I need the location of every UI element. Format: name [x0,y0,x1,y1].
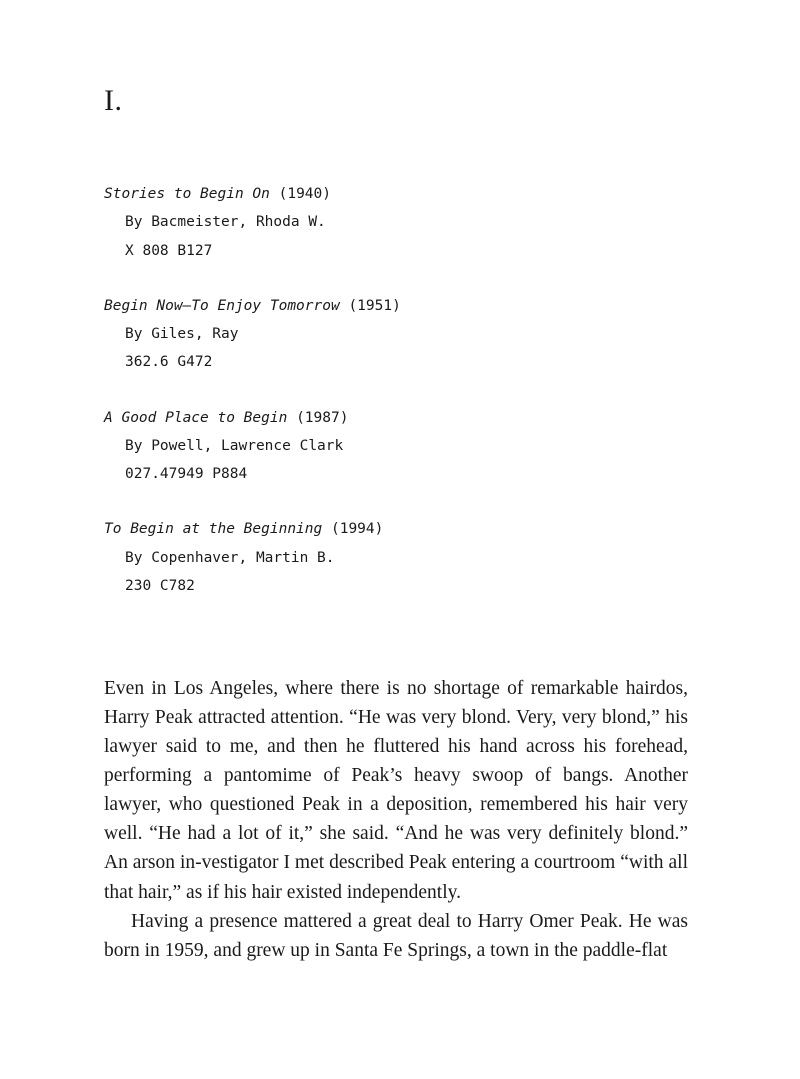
catalog-entry-title: A Good Place to Begin [104,409,288,426]
catalog-list [104,180,688,600]
catalog-entry-call-number: 230 C782 [125,577,195,594]
catalog-entry-title: Stories to Begin On [104,186,270,202]
catalog-entry [104,404,688,489]
chapter-number: I. [104,84,123,117]
catalog-entry-author: By Giles, Ray [125,326,239,343]
page-content [104,86,688,965]
catalog-entry-year: (1987) [296,409,349,426]
catalog-entry-title-line [104,180,688,208]
catalog-entry-title: To Begin at the Beginning [104,521,323,538]
catalog-entry-call-number: 362.6 G472 [125,354,213,371]
catalog-entry-title-line [104,292,688,320]
body-text [104,674,688,964]
catalog-entry-year: (1940) [278,186,331,202]
catalog-entry-call-number: 027.47949 P884 [125,466,248,483]
catalog-entry-year: (1951) [348,297,401,314]
catalog-entry-year: (1994) [330,521,384,538]
catalog-entry-title: Begin Now—To Enjoy Tomorrow [104,297,340,314]
catalog-entry-author: By Bacmeister, Rhoda W. [125,214,326,231]
catalog-entry-call-number: X 808 B127 [125,242,213,259]
body-paragraph: Having a presence mattered a great deal to Harry Omer Peak. He was born in 1959, and grew up in Santa Fe Springs, a town in the paddle-flat [104,910,688,961]
catalog-entry-author: By Copenhaver, Martin B. [125,549,335,566]
body-paragraph: Even in Los Angeles, where there is no shortage of remarkable hairdos, Harry Peak attracted attention. “He was very blond. Very, very blond,” his lawyer said to me, and then he fluttered his hand across his forehead, performing a pantomime of Peak’s heavy swoop of bangs. Another lawyer, who questioned Peak in a deposition, remembered his hair very well. “He had a lot of it,” she said. “And he was very definitely blond.” An arson in-vestigator I met described Peak entering a courtroom “with all that hair,” as if his hair existed independently. [104,678,688,903]
catalog-entry-title-line [104,404,688,432]
catalog-entry-title-line [104,515,688,543]
catalog-entry-author: By Powell, Lawrence Clark [125,437,344,454]
catalog-entry [104,292,688,377]
catalog-entry [104,180,688,265]
catalog-entry [104,515,688,600]
